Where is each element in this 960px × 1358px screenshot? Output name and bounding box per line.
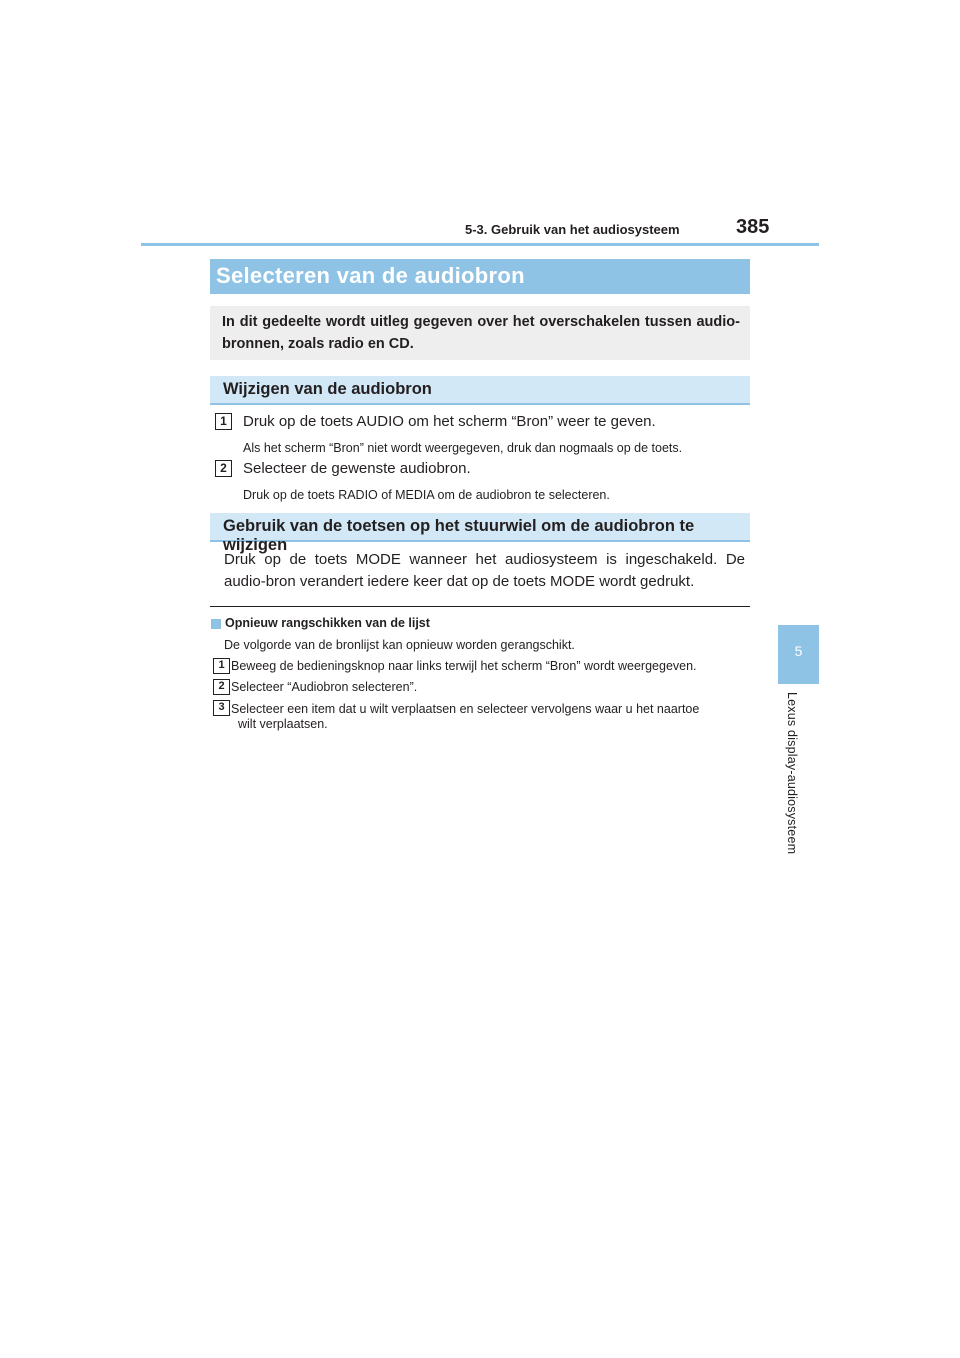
section-divider xyxy=(210,606,750,607)
page-title-bar xyxy=(210,259,750,294)
note-step-text: Selecteer een item dat u wilt verplaatsen en selecteer vervolgens waar u het naartoe xyxy=(231,702,700,716)
note-intro: De volgorde van de bronlijst kan opnieuw worden gerangschikt. xyxy=(224,638,575,652)
note-step-badge: 2 xyxy=(213,679,230,695)
page-title: Selecteren van de audiobron xyxy=(216,263,525,288)
step-note: Druk op de toets RADIO of MEDIA om de audiobron te selecteren. xyxy=(243,488,610,502)
chapter-tab xyxy=(778,625,819,684)
header-rule xyxy=(141,243,819,246)
chapter-label: Lexus display-audiosysteem xyxy=(785,692,799,855)
step-text: Selecteer de gewenste audiobron. xyxy=(243,460,471,477)
step-number-badge: 2 xyxy=(215,460,232,477)
note-step-badge: 1 xyxy=(213,658,230,674)
running-header-section: 5-3. Gebruik van het audiosysteem xyxy=(465,222,680,237)
section-heading-bar xyxy=(210,376,750,405)
chapter-number: 5 xyxy=(794,643,803,659)
section-heading: Wijzigen van de audiobron xyxy=(223,380,432,398)
step-text: Druk op de toets AUDIO om het scherm “Bron” weer te geven. xyxy=(243,413,656,430)
note-step-badge: 3 xyxy=(213,700,230,716)
section-body-text: Druk op de toets MODE wanneer het audiosysteem is ingeschakeld. De audio-bron verandert iedere keer dat op de toets MODE wordt gedrukt. xyxy=(224,551,745,590)
note-title: Opnieuw rangschikken van de lijst xyxy=(225,616,430,630)
note-bullet-icon xyxy=(211,619,221,629)
section-heading-bar xyxy=(210,513,750,554)
intro-box xyxy=(210,306,750,360)
step-note: Als het scherm “Bron” niet wordt weergegeven, druk dan nogmaals op de toets. xyxy=(243,441,683,455)
step-number-badge: 1 xyxy=(215,413,232,430)
note-step-text: Selecteer “Audiobron selecteren”. xyxy=(231,680,418,694)
intro-text: In dit gedeelte wordt uitleg gegeven over het overschakelen tussen audio-bronnen, zoals radio en CD. xyxy=(222,314,740,352)
section-heading: Gebruik van de toetsen op het stuurwiel om de audiobron te wijzigen xyxy=(223,517,695,554)
note-step-text-continued: wilt verplaatsen. xyxy=(238,717,328,731)
page-number: 385 xyxy=(736,216,770,238)
note-step-text: Beweeg de bedieningsknop naar links terwijl het scherm “Bron” wordt weergegeven. xyxy=(231,659,697,673)
